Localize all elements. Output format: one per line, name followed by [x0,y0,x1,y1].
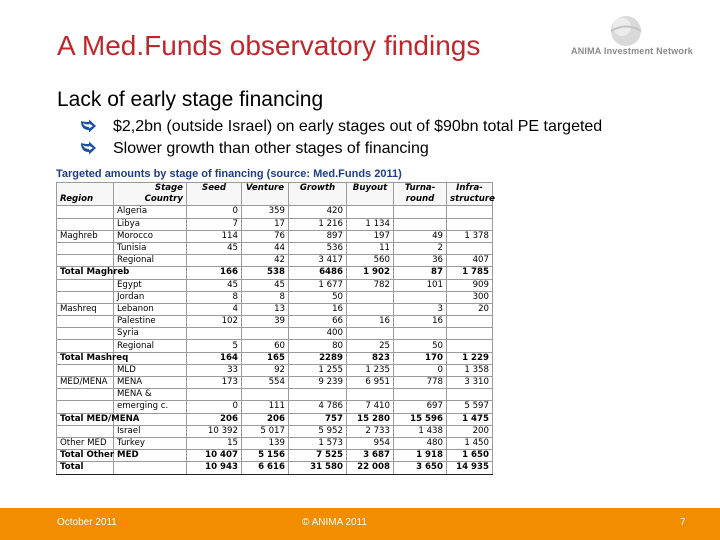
table-cell: Lebanon [114,303,187,315]
table-cell: 197 [347,230,394,242]
table-cell: 139 [242,437,289,449]
table-cell [57,291,114,303]
bullet-text: $2,2bn (outside Israel) on early stages out of $90bn total PE targeted [113,118,603,135]
table-cell: Total MED/MENA [57,413,114,425]
table-cell: 2 733 [347,425,394,437]
header-cell: Turna- [394,183,447,195]
table-cell: Palestine [114,316,187,328]
table-caption: Targeted amounts by stage of financing (source: Med.Funds 2011) [56,168,402,180]
table-cell: 4 [187,303,242,315]
footer-copyright: © ANIMA 2011 [302,517,367,528]
table-cell: 2 [394,242,447,254]
table-row [57,303,493,315]
header-cell: round [394,194,447,206]
bullet-item [79,138,602,160]
table-cell [57,255,114,267]
table-cell: Other MED [57,437,114,449]
table-cell: 111 [242,401,289,413]
table-cell [394,328,447,340]
table-row [57,267,493,279]
table-cell: 1 475 [447,413,493,425]
table-cell: 36 [394,255,447,267]
table-cell: 164 [187,352,242,364]
table-cell: 1 438 [394,425,447,437]
table-cell: 3 310 [447,377,493,389]
table-cell: 823 [347,352,394,364]
table-cell [187,255,242,267]
table-cell [447,242,493,254]
table-cell: 15 [187,437,242,449]
table-cell: 80 [289,340,347,352]
table-cell: 5 952 [289,425,347,437]
table-cell: 114 [187,230,242,242]
table-cell: 14 935 [447,462,493,474]
table-cell: MLD [114,364,187,376]
table-cell: 480 [394,437,447,449]
globe-icon [553,14,693,48]
table-cell: 42 [242,255,289,267]
table-cell: 13 [242,303,289,315]
header-cell [347,194,394,206]
table-cell: 60 [242,340,289,352]
table-cell [347,389,394,401]
table-cell: 10 407 [187,450,242,462]
table-cell: 49 [394,230,447,242]
table-cell: 420 [289,206,347,218]
table-cell [57,218,114,230]
table-cell: 3 650 [394,462,447,474]
slide-title: A Med.Funds observatory findings [57,30,481,61]
header-cell [187,194,242,206]
table-cell: 170 [394,352,447,364]
table-cell: 7 [187,218,242,230]
table-cell: 697 [394,401,447,413]
table-cell: 10 392 [187,425,242,437]
footer-date: October 2011 [57,517,117,528]
table-cell: 39 [242,316,289,328]
header-cell: Buyout [347,183,394,195]
table-row [57,364,493,376]
header-cell: structure [447,194,493,206]
header-cell: Seed [187,183,242,195]
table-cell: 536 [289,242,347,254]
table-row [57,450,493,462]
table-cell [289,389,347,401]
table-cell: 778 [394,377,447,389]
table-cell: 44 [242,242,289,254]
table-cell: 50 [289,291,347,303]
table-row [57,377,493,389]
table-row [57,437,493,449]
table-cell [347,206,394,218]
table-cell: 782 [347,279,394,291]
table-cell: 909 [447,279,493,291]
table-cell: Algeria [114,206,187,218]
table-cell [242,389,289,401]
table-cell: 31 580 [289,462,347,474]
table-cell: 1 573 [289,437,347,449]
header-cell: Region [57,194,114,206]
table-cell: 1 255 [289,364,347,376]
table-cell: 16 [289,303,347,315]
table-cell: 3 687 [347,450,394,462]
table-cell: 1 235 [347,364,394,376]
table-header-row [57,183,493,195]
table-cell: 25 [347,340,394,352]
table-cell [57,425,114,437]
table-cell: 5 597 [447,401,493,413]
logo-text: ANIMA Investment Network [571,46,693,56]
slide-subtitle: Lack of early stage financing [57,88,324,111]
table-cell: 3 417 [289,255,347,267]
table-cell [347,291,394,303]
table-cell: 45 [187,279,242,291]
table-cell [114,462,187,474]
table-cell [447,328,493,340]
table-cell: 1 216 [289,218,347,230]
table-row [57,206,493,218]
table-cell: 400 [289,328,347,340]
table-cell: MENA [114,377,187,389]
table-cell: 101 [394,279,447,291]
footer-bar [0,508,720,540]
bullet-text: Slower growth than other stages of financing [113,140,429,157]
table-cell [347,328,394,340]
table-cell: 6486 [289,267,347,279]
table-cell: Tunisia [114,242,187,254]
table-cell [394,291,447,303]
table-cell: Egypt [114,279,187,291]
table-cell: 15 596 [394,413,447,425]
table-cell: 17 [242,218,289,230]
table-cell: 1 785 [447,267,493,279]
table-header-row [57,194,493,206]
page-number: 7 [680,517,686,528]
table-row [57,242,493,254]
table-cell: MENA & [114,389,187,401]
table-cell: 1 358 [447,364,493,376]
table-cell: 20 [447,303,493,315]
header-cell [242,194,289,206]
table-cell: 0 [394,364,447,376]
table-cell [57,389,114,401]
table-row [57,401,493,413]
table-cell: 5 [187,340,242,352]
table-cell [187,389,242,401]
table-row [57,389,493,401]
table-cell: 757 [289,413,347,425]
table-cell [187,328,242,340]
table-cell: 11 [347,242,394,254]
table-cell [447,389,493,401]
table-cell: 33 [187,364,242,376]
table-cell: MED/MENA [57,377,114,389]
arrow-bullet-icon [79,118,99,134]
table-cell [447,316,493,328]
table-cell: 206 [242,413,289,425]
table-cell: 10 943 [187,462,242,474]
table-row [57,462,493,474]
table-cell: 7 525 [289,450,347,462]
table-cell [447,340,493,352]
table-cell: Jordan [114,291,187,303]
table-cell: 407 [447,255,493,267]
table-cell: Total Mashreq [57,352,114,364]
table-cell [57,279,114,291]
header-cell: Growth [289,183,347,195]
table-row [57,413,493,425]
table-cell: 897 [289,230,347,242]
table-cell: 359 [242,206,289,218]
table-cell [57,328,114,340]
table-cell [394,206,447,218]
table-cell: 22 008 [347,462,394,474]
table-row [57,279,493,291]
table-cell: 15 280 [347,413,394,425]
table-cell: 554 [242,377,289,389]
table-cell: Regional [114,340,187,352]
table-cell [57,401,114,413]
table-cell: Total [57,462,114,474]
table-cell [57,364,114,376]
table-row [57,255,493,267]
table-row [57,230,493,242]
table-cell: 45 [187,242,242,254]
table-row [57,328,493,340]
header-cell [289,194,347,206]
table-cell: 0 [187,401,242,413]
table-cell: 6 951 [347,377,394,389]
table-cell: 8 [187,291,242,303]
table-cell: Total Maghreb [57,267,114,279]
table-cell: 200 [447,425,493,437]
table-cell: 2289 [289,352,347,364]
table-row [57,291,493,303]
table-cell [347,303,394,315]
table-cell [394,389,447,401]
table-cell: Regional [114,255,187,267]
table-cell: 16 [394,316,447,328]
header-cell: Infra- [447,183,493,195]
table-cell: 560 [347,255,394,267]
table-cell: Morocco [114,230,187,242]
table-row [57,425,493,437]
table-row [57,316,493,328]
table-cell: 1 918 [394,450,447,462]
header-cell: Venture [242,183,289,195]
table-cell [57,340,114,352]
table-cell [57,242,114,254]
table-cell: 16 [347,316,394,328]
table-cell: 5 156 [242,450,289,462]
table-row [57,352,493,364]
table-cell: 9 239 [289,377,347,389]
bullet-item [79,116,602,138]
table-cell: 1 378 [447,230,493,242]
table-cell: 6 616 [242,462,289,474]
table-cell [242,328,289,340]
table-cell [447,218,493,230]
table-cell: Total Other MED [57,450,114,462]
anima-logo [553,14,693,64]
table-cell: 1 650 [447,450,493,462]
table-cell: 87 [394,267,447,279]
table-cell: 50 [394,340,447,352]
table-cell: 1 902 [347,267,394,279]
table-cell [447,206,493,218]
table-cell [394,218,447,230]
table-cell [57,316,114,328]
table-cell: 3 [394,303,447,315]
table-row [57,340,493,352]
table-cell: 92 [242,364,289,376]
table-cell: 102 [187,316,242,328]
table-cell: emerging c. [114,401,187,413]
arrow-bullet-icon [79,140,99,156]
table-cell: 1 134 [347,218,394,230]
table-cell: 45 [242,279,289,291]
table-cell: 173 [187,377,242,389]
table-cell: Maghreb [57,230,114,242]
table-cell: 954 [347,437,394,449]
table-row [57,218,493,230]
table-cell: Turkey [114,437,187,449]
table-cell: 8 [242,291,289,303]
table-cell: Israel [114,425,187,437]
table-cell: 66 [289,316,347,328]
table-cell: 1 229 [447,352,493,364]
table-cell: 300 [447,291,493,303]
table-cell: Libya [114,218,187,230]
table-cell: 76 [242,230,289,242]
financing-table [56,182,493,475]
bullet-list [79,116,602,160]
table-cell [57,206,114,218]
header-cell [57,183,114,195]
table-cell: 1 677 [289,279,347,291]
table-cell: 7 410 [347,401,394,413]
table-cell: 165 [242,352,289,364]
header-cell: Stage [114,183,187,195]
table-cell: 4 786 [289,401,347,413]
table-cell: Mashreq [57,303,114,315]
table-cell: 166 [187,267,242,279]
header-cell: Country [114,194,187,206]
table-cell: 1 450 [447,437,493,449]
table-cell: 0 [187,206,242,218]
table-cell: 538 [242,267,289,279]
table-cell: 206 [187,413,242,425]
table-cell: 5 017 [242,425,289,437]
table-cell: Syria [114,328,187,340]
